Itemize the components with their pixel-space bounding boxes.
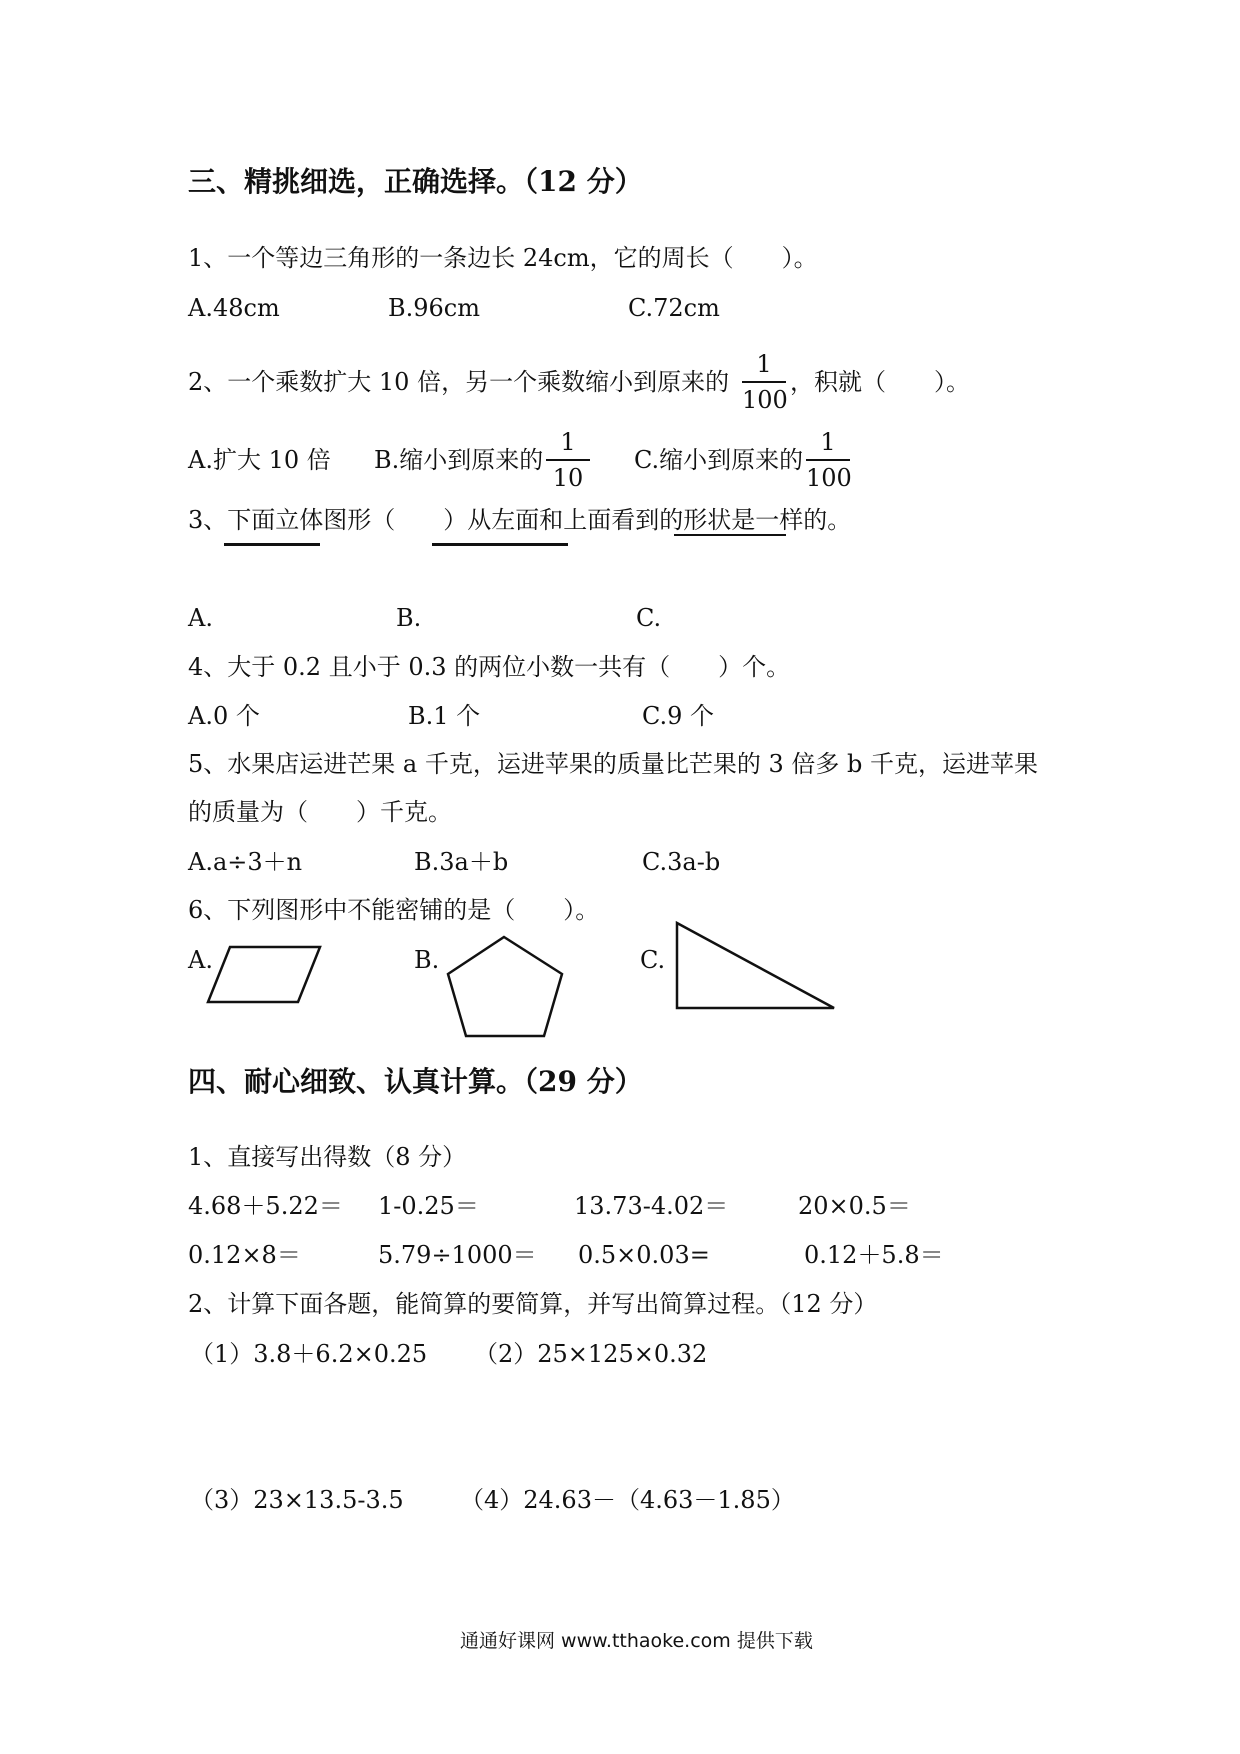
calc-problem: （3）23×13.5-3.5 (190, 1486, 404, 1514)
calc-item: 0.12×8＝ (188, 1241, 301, 1269)
calc-item: 1-0.25＝ (378, 1192, 479, 1220)
q1-option-a: A.48cm (188, 294, 280, 322)
calc-problem: （1）3.8＋6.2×0.25 (190, 1340, 428, 1368)
fraction-denominator: 100 (742, 386, 788, 414)
parallelogram-icon (204, 944, 324, 1006)
footer-text: 通通好课网 www.tthaoke.com 提供下载 (460, 1630, 813, 1652)
fraction-numerator: 1 (820, 428, 836, 456)
q4-option-a: A.0 个 (188, 702, 260, 730)
q5-option-b: B.3a＋b (414, 848, 509, 876)
section-4-title: 四、耐心细致、认真计算。（29 分） (188, 1065, 643, 1098)
question-6: 6、下列图形中不能密铺的是（ ）。 (188, 896, 600, 924)
calc-item: 0.5×0.03= (578, 1241, 710, 1269)
question-4: 4、大于 0.2 且小于 0.3 的两位小数一共有（ ）个。 (188, 653, 791, 681)
question-3: 3、下面立体图形（ ）从左面和上面看到的形状是一样的。 (188, 506, 852, 534)
calc-item: 20×0.5＝ (798, 1192, 911, 1220)
q6-option-c: C. (640, 946, 666, 974)
q6-option-b: B. (414, 946, 440, 974)
q3-option-a: A. (188, 604, 213, 632)
q3-option-b: B. (396, 604, 422, 632)
question-2-fraction (742, 350, 786, 414)
question-2-text: 2、一个乘数扩大 10 倍，另一个乘数缩小到原来的 (188, 368, 730, 396)
pentagon-icon (444, 934, 566, 1040)
fraction-bar (742, 381, 786, 383)
section-3-title: 三、精挑细选，正确选择。（12 分） (188, 165, 643, 198)
q4-option-c: C.9 个 (642, 702, 715, 730)
question-5-line2: 的质量为（ ）千克。 (188, 798, 452, 826)
calc-item: 5.79÷1000＝ (378, 1241, 537, 1269)
q4-option-b: B.1 个 (408, 702, 481, 730)
q2-option-c-fraction (806, 428, 850, 492)
fraction-bar (806, 459, 850, 461)
calc-item: 4.68＋5.22＝ (188, 1192, 343, 1220)
q5-option-c: C.3a-b (642, 848, 721, 876)
part-2-title: 2、计算下面各题，能简算的要简算，并写出简算过程。（12 分） (188, 1290, 878, 1318)
calc-problem: （2）25×125×0.32 (474, 1340, 708, 1368)
fraction-bar (546, 459, 590, 461)
calc-item: 0.12＋5.8＝ (804, 1241, 944, 1269)
q5-option-a: A.a÷3＋n (188, 848, 303, 876)
q2-option-a: A.扩大 10 倍 (188, 446, 331, 474)
right-triangle-icon (674, 920, 838, 1012)
q2-option-b: B.缩小到原来的 (374, 446, 544, 474)
underline-mark (224, 543, 320, 546)
q6-option-a: A. (188, 946, 213, 974)
q1-option-b: B.96cm (388, 294, 481, 322)
fraction-numerator: 1 (756, 350, 772, 378)
q2-option-c: C.缩小到原来的 (634, 446, 804, 474)
part-1-title: 1、直接写出得数（8 分） (188, 1143, 467, 1171)
question-1: 1、一个等边三角形的一条边长 24cm，它的周长（ ）。 (188, 244, 818, 272)
q3-option-c: C. (636, 604, 662, 632)
underline-mark (432, 543, 568, 546)
question-5-line1: 5、水果店运进芒果 a 千克，运进苹果的质量比芒果的 3 倍多 b 千克，运进苹果 (188, 750, 1038, 778)
fraction-denominator: 100 (806, 464, 852, 492)
fraction-numerator: 1 (560, 428, 576, 456)
calc-problem: （4）24.63－（4.63－1.85） (460, 1486, 795, 1514)
fraction-denominator: 10 (552, 464, 584, 492)
q1-option-c: C.72cm (628, 294, 720, 322)
question-2-text-end: ，积就（ ）。 (790, 368, 970, 396)
calc-item: 13.73-4.02＝ (574, 1192, 729, 1220)
underline-mark (674, 534, 786, 536)
q2-option-b-fraction (546, 428, 590, 492)
